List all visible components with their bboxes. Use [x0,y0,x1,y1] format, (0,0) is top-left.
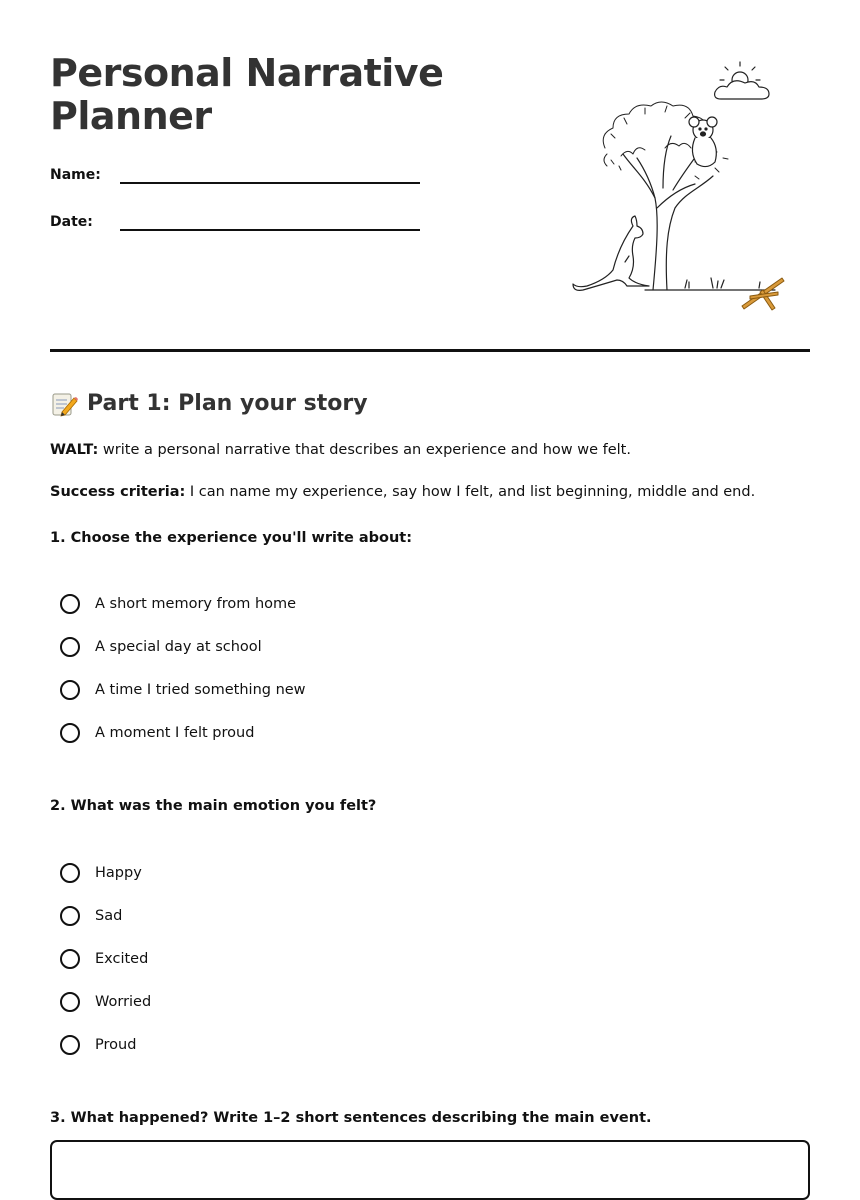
q2-option-2[interactable] [60,903,122,929]
option-label: A special day at school [95,639,262,655]
date-label: Date: [50,214,93,230]
radio-button[interactable] [60,680,80,700]
part1-heading [50,388,368,420]
radio-button[interactable] [60,637,80,657]
radio-button[interactable] [60,949,80,969]
q1-option-1[interactable] [60,591,296,617]
part1-heading-text: Part 1: Plan your story [87,391,368,416]
radio-button[interactable] [60,863,80,883]
main-event-textarea[interactable] [50,1140,810,1200]
kangaroo-icon [573,216,649,290]
option-label: Worried [95,994,152,1010]
radio-button[interactable] [60,594,80,614]
option-label: A moment I felt proud [95,725,255,741]
option-label: A short memory from home [95,596,297,612]
walt-text: write a personal narrative that describes an experience and how we felt. [98,442,631,458]
option-label: Happy [95,865,142,881]
question-2-label: 2. What was the main emotion you felt? [50,798,377,814]
option-label: A time I tried something new [95,682,306,698]
q1-option-4[interactable] [60,720,254,746]
outback-illustration [545,58,795,318]
option-label: Proud [95,1037,137,1053]
q2-option-4[interactable] [60,989,151,1015]
question-3-label: 3. What happened? Write 1–2 short sentences describing the main event. [50,1110,652,1126]
option-label: Excited [95,951,149,967]
q2-option-3[interactable] [60,946,148,972]
q1-option-3[interactable] [60,677,306,703]
walt-statement [50,440,631,460]
memo-icon [50,390,78,418]
radio-button[interactable] [60,1035,80,1055]
wooden-sticks-icon [742,278,784,310]
q2-option-1[interactable] [60,860,142,886]
radio-button[interactable] [60,992,80,1012]
radio-button[interactable] [60,723,80,743]
success-criteria-text: I can name my experience, say how I felt, and list beginning, middle and end. [185,484,756,500]
name-input[interactable] [120,182,420,184]
cloud-icon [715,81,769,99]
walt-label: WALT: [50,442,99,458]
name-field-row [50,165,420,195]
success-criteria-label: Success criteria: [50,484,186,500]
option-label: Sad [95,908,123,924]
header-divider [50,349,810,352]
page-title: Personal Narrative Planner [50,51,444,138]
date-input[interactable] [120,229,420,231]
q2-option-5[interactable] [60,1032,136,1058]
q1-option-2[interactable] [60,634,262,660]
date-field-row [50,212,420,242]
question-1-label: 1. Choose the experience you'll write about: [50,530,413,546]
success-criteria [50,482,755,502]
name-label: Name: [50,167,101,183]
radio-button[interactable] [60,906,80,926]
tree-trunk [637,158,657,290]
